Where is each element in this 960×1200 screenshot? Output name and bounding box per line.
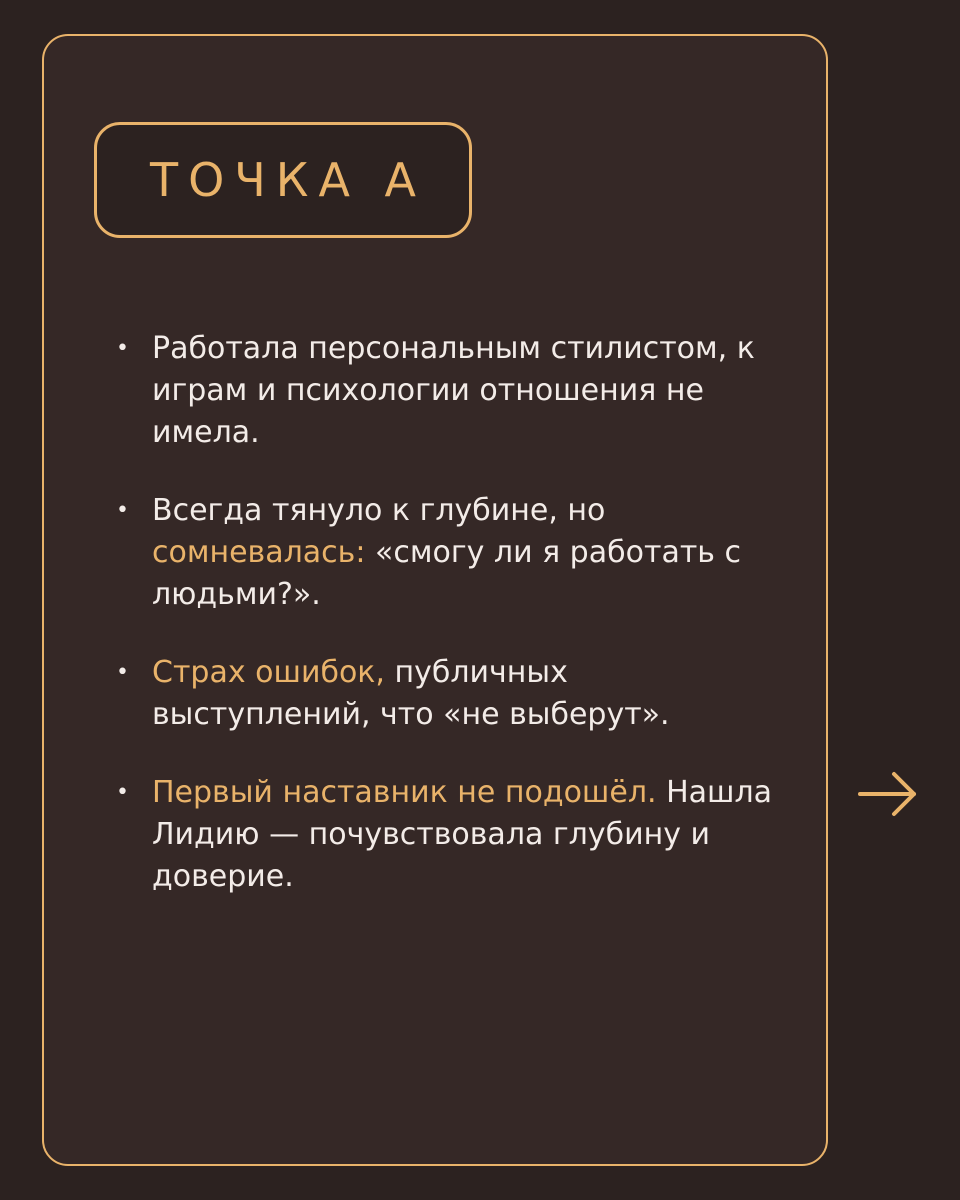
list-item: [112, 772, 792, 898]
item-text: Работала персональным стилистом, к играм и психологии отношения не имела.: [152, 331, 755, 450]
item-accent: Страх ошибок,: [152, 655, 385, 690]
arrow-right-icon[interactable]: [852, 764, 924, 824]
item-accent: сомневалась:: [152, 535, 366, 570]
content-card: [42, 34, 828, 1166]
bullet-icon: •: [116, 780, 129, 805]
item-prefix: Всегда тянуло к глубине, но: [152, 493, 606, 528]
section-title: ТОЧКА А: [149, 153, 427, 207]
section-badge: [94, 122, 472, 238]
bullet-icon: •: [116, 660, 129, 685]
list-item: [112, 652, 792, 736]
item-accent: Первый наставник не подошёл.: [152, 775, 657, 810]
list-item: [112, 490, 792, 616]
bullet-list: [112, 328, 792, 934]
list-item: [112, 328, 792, 454]
item-text: публичных выступлений, что «не выберут».: [152, 655, 670, 732]
item-text: «смогу ли я работать с людьми?».: [152, 535, 742, 612]
bullet-icon: •: [116, 498, 129, 523]
item-text: Нашла Лидию — почувствовала глубину и доверие.: [152, 775, 773, 894]
bullet-icon: •: [116, 336, 129, 361]
